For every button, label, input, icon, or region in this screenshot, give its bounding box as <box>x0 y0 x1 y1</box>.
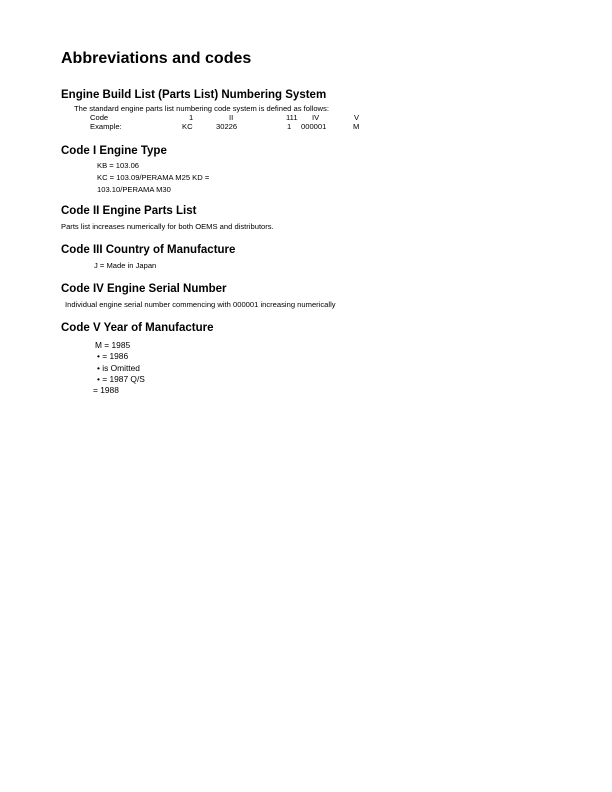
code5-line: • is Omitted <box>97 363 140 373</box>
code1-line: KC = 103.09/PERAMA M25 KD = <box>97 173 210 182</box>
numbering-heading: Engine Build List (Parts List) Numbering System <box>61 89 327 101</box>
code5-heading: Code V Year of Manufacture <box>61 322 214 334</box>
code2-heading: Code II Engine Parts List <box>61 205 197 217</box>
code1-line: 103.10/PERAMA M30 <box>97 185 171 194</box>
example-row-cell: 1 <box>287 122 292 131</box>
example-row-cell: KC <box>182 122 193 131</box>
code-row-cell: IV <box>312 113 320 122</box>
code5-line: M = 1985 <box>95 340 131 350</box>
code1-heading: Code I Engine Type <box>61 145 167 157</box>
example-row-cell: M <box>353 122 360 131</box>
page-title: Abbreviations and codes <box>61 50 252 67</box>
example-row-cell: 000001 <box>301 122 327 131</box>
code3-heading: Code III Country of Manufacture <box>61 244 236 256</box>
example-row-cell: 30226 <box>216 122 238 131</box>
code5-line: • = 1986 <box>97 351 129 361</box>
code-row-label: Code <box>90 113 109 122</box>
example-row-label: Example: <box>90 122 122 131</box>
code4-heading: Code IV Engine Serial Number <box>61 283 227 295</box>
code2-text: Parts list increases numerically for both OEMS and distributors. <box>61 222 274 231</box>
code4-text: Individual engine serial number commencing with 000001 increasing numerically <box>65 300 336 309</box>
code-row-cell: 111 <box>286 113 298 122</box>
numbering-intro: The standard engine parts list numbering code system is defined as follows: <box>74 104 329 113</box>
code-row-cell: II <box>229 113 234 122</box>
code-row-cell: 1 <box>189 113 194 122</box>
code1-line: KB = 103.06 <box>97 161 140 170</box>
code-row-cell: V <box>354 113 360 122</box>
code3-text: J = Made in Japan <box>94 261 157 270</box>
code5-line: • = 1987 Q/S <box>97 374 145 384</box>
code5-line: = 1988 <box>93 385 119 395</box>
